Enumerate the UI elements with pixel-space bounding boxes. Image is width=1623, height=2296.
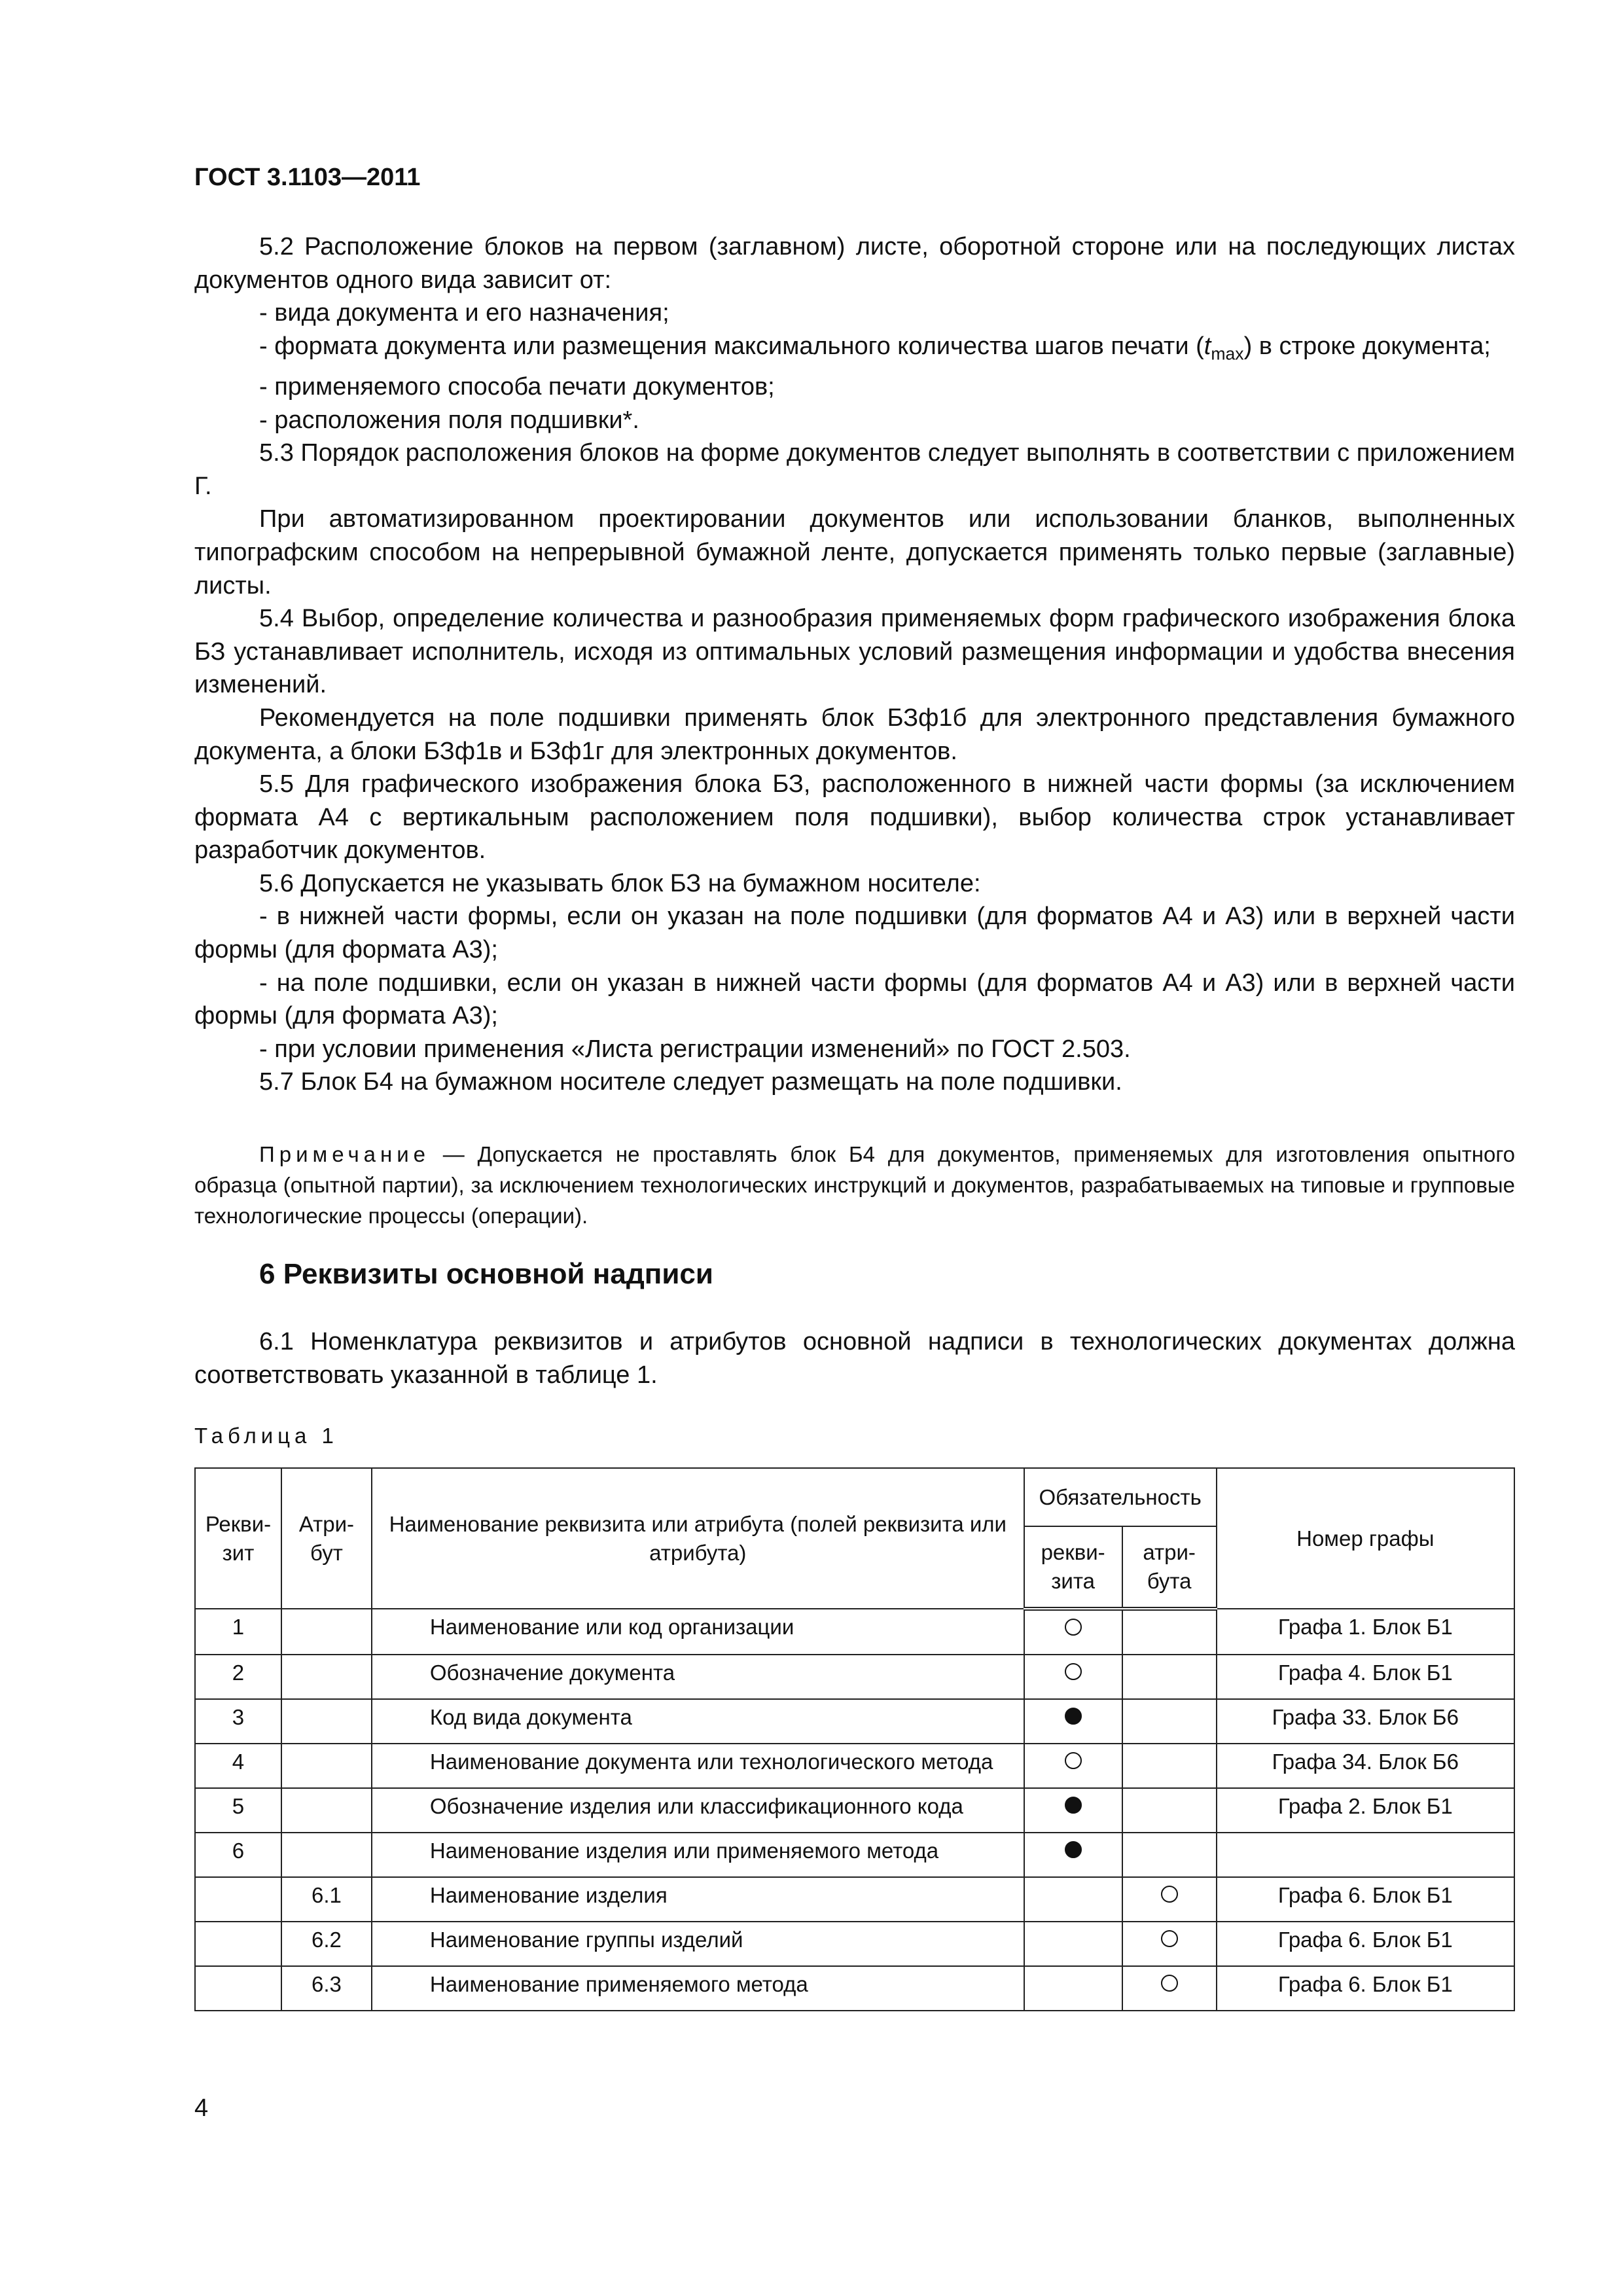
atribut-cell bbox=[281, 1699, 372, 1744]
mark-rekvizit-cell bbox=[1024, 1788, 1122, 1833]
paragraph: 5.3 Порядок расположения блоков на форме документов следует выполнять в соответствии с приложением Г. bbox=[194, 439, 1515, 500]
grafa-cell: Графа 33. Блок Б6 bbox=[1217, 1699, 1514, 1744]
requisites-table bbox=[194, 1467, 1515, 2011]
paragraph-text: ) в строке документа; bbox=[1243, 332, 1491, 360]
hollow-circle-icon bbox=[1065, 1752, 1082, 1769]
table-row bbox=[195, 1655, 1514, 1699]
filled-circle-icon bbox=[1065, 1841, 1082, 1858]
hollow-circle-icon bbox=[1161, 1930, 1178, 1947]
rekvizit-cell bbox=[195, 1922, 281, 1966]
atribut-cell bbox=[281, 1744, 372, 1788]
section-heading: 6 Реквизиты основной надписи bbox=[259, 1258, 713, 1290]
mark-rekvizit-cell bbox=[1024, 1655, 1122, 1699]
note bbox=[194, 1139, 1515, 1231]
grafa-cell: Графа 1. Блок Б1 bbox=[1217, 1609, 1514, 1655]
mark-rekvizit-cell bbox=[1024, 1877, 1122, 1922]
header-obyaz-atributa: атри-бута bbox=[1122, 1526, 1217, 1609]
rekvizit-cell: 2 bbox=[195, 1655, 281, 1699]
mark-atribut-cell bbox=[1122, 1877, 1217, 1922]
document-header: ГОСТ 3.1103—2011 bbox=[194, 164, 421, 191]
note-text: — Допускается не проставлять блок Б4 для документов, применяемых для изготовления опытного образца (опытной партии), за исключением технологических инструкций и документов, разрабатываемых на типовые и групповые технологические процессы (операции). bbox=[194, 1142, 1515, 1228]
paragraph: 5.5 Для графического изображения блока БЗ, расположенного в нижней части формы (за исключением формата А4 с вертикальным расположением поля подшивки), выбор количества строк устанавливает разработчик документов. bbox=[194, 770, 1515, 865]
grafa-cell: Графа 6. Блок Б1 bbox=[1217, 1922, 1514, 1966]
atribut-cell bbox=[281, 1788, 372, 1833]
atribut-cell: 6.3 bbox=[281, 1966, 372, 2011]
paragraph-text: - формата документа или размещения максимального количества шагов печати ( bbox=[259, 332, 1204, 360]
page-number: 4 bbox=[194, 2094, 209, 2122]
atribut-cell: 6.1 bbox=[281, 1877, 372, 1922]
name-cell: Обозначение документа bbox=[372, 1655, 1024, 1699]
name-cell: Наименование или код организации bbox=[372, 1609, 1024, 1655]
paragraph: - при условии применения «Листа регистрации изменений» по ГОСТ 2.503. bbox=[259, 1035, 1131, 1063]
filled-circle-icon bbox=[1065, 1708, 1082, 1725]
table-row bbox=[195, 1877, 1514, 1922]
paragraph: - вида документа и его назначения; bbox=[259, 299, 669, 327]
mark-rekvizit-cell bbox=[1024, 1609, 1122, 1655]
main-text bbox=[194, 230, 1515, 1099]
mark-rekvizit-cell bbox=[1024, 1922, 1122, 1966]
header-name: Наименование реквизита или атрибута (полей реквизита или атрибута) bbox=[372, 1468, 1024, 1609]
hollow-circle-icon bbox=[1161, 1886, 1178, 1903]
tmax-symbol: t bbox=[1204, 332, 1211, 360]
rekvizit-cell: 6 bbox=[195, 1833, 281, 1877]
table-row bbox=[195, 1922, 1514, 1966]
mark-rekvizit-cell bbox=[1024, 1699, 1122, 1744]
paragraph: 6.1 Номенклатура реквизитов и атрибутов основной надписи в технологических документах должна соответствовать указанной в таблице 1. bbox=[194, 1328, 1515, 1389]
table-row bbox=[195, 1788, 1514, 1833]
header-grafa: Номер графы bbox=[1217, 1468, 1514, 1609]
table-caption: Таблица 1 bbox=[194, 1424, 338, 1448]
rekvizit-cell bbox=[195, 1966, 281, 2011]
paragraph: - расположения поля подшивки*. bbox=[259, 406, 639, 434]
mark-rekvizit-cell bbox=[1024, 1833, 1122, 1877]
paragraph: - применяемого способа печати документов; bbox=[259, 372, 775, 401]
grafa-cell: Графа 2. Блок Б1 bbox=[1217, 1788, 1514, 1833]
hollow-circle-icon bbox=[1161, 1975, 1178, 1992]
table-row bbox=[195, 1609, 1514, 1655]
atribut-cell bbox=[281, 1655, 372, 1699]
rekvizit-cell: 1 bbox=[195, 1609, 281, 1655]
rekvizit-cell bbox=[195, 1877, 281, 1922]
table-row bbox=[195, 1833, 1514, 1877]
mark-atribut-cell bbox=[1122, 1833, 1217, 1877]
mark-atribut-cell bbox=[1122, 1744, 1217, 1788]
table-row bbox=[195, 1966, 1514, 2011]
header-obyazatelnost: Обязательность bbox=[1024, 1468, 1217, 1526]
paragraph bbox=[194, 330, 1515, 370]
mark-atribut-cell bbox=[1122, 1922, 1217, 1966]
paragraph: 5.2 Расположение блоков на первом (заглавном) листе, оборотной стороне или на последующих листах документов одного вида зависит от: bbox=[194, 233, 1515, 294]
name-cell: Наименование группы изделий bbox=[372, 1922, 1024, 1966]
rekvizit-cell: 3 bbox=[195, 1699, 281, 1744]
grafa-cell: Графа 6. Блок Б1 bbox=[1217, 1877, 1514, 1922]
header-rekvizit: Рекви-зит bbox=[195, 1468, 281, 1609]
hollow-circle-icon bbox=[1065, 1619, 1082, 1636]
rekvizit-cell: 4 bbox=[195, 1744, 281, 1788]
name-cell: Обозначение изделия или классификационного кода bbox=[372, 1788, 1024, 1833]
paragraph: - в нижней части формы, если он указан на поле подшивки (для форматов А4 и А3) или в верхней части формы (для формата А3); bbox=[194, 903, 1515, 964]
tmax-sub: max bbox=[1211, 344, 1244, 364]
atribut-cell: 6.2 bbox=[281, 1922, 372, 1966]
mark-atribut-cell bbox=[1122, 1788, 1217, 1833]
filled-circle-icon bbox=[1065, 1797, 1082, 1814]
mark-rekvizit-cell bbox=[1024, 1744, 1122, 1788]
name-cell: Наименование изделия bbox=[372, 1877, 1024, 1922]
paragraph: - на поле подшивки, если он указан в нижней части формы (для форматов А4 и А3) или в верхней части формы (для формата А3); bbox=[194, 969, 1515, 1030]
paragraph: Рекомендуется на поле подшивки применять блок БЗф1б для электронного представления бумажного документа, а блоки БЗф1в и БЗф1г для электронных документов. bbox=[194, 704, 1515, 765]
header-atribut: Атри-бут bbox=[281, 1468, 372, 1609]
note-label: Примечание bbox=[259, 1142, 431, 1166]
atribut-cell bbox=[281, 1609, 372, 1655]
mark-atribut-cell bbox=[1122, 1699, 1217, 1744]
name-cell: Наименование применяемого метода bbox=[372, 1966, 1024, 2011]
mark-atribut-cell bbox=[1122, 1655, 1217, 1699]
grafa-cell: Графа 34. Блок Б6 bbox=[1217, 1744, 1514, 1788]
name-cell: Наименование изделия или применяемого метода bbox=[372, 1833, 1024, 1877]
atribut-cell bbox=[281, 1833, 372, 1877]
table-row bbox=[195, 1744, 1514, 1788]
header-obyaz-rekvizita: рекви-зита bbox=[1024, 1526, 1122, 1609]
paragraph: 5.4 Выбор, определение количества и разнообразия применяемых форм графического изображения блока БЗ устанавливает исполнитель, исходя из оптимальных условий размещения информации и удобства внесения изменений. bbox=[194, 605, 1515, 699]
name-cell: Код вида документа bbox=[372, 1699, 1024, 1744]
hollow-circle-icon bbox=[1065, 1663, 1082, 1680]
grafa-cell: Графа 4. Блок Б1 bbox=[1217, 1655, 1514, 1699]
grafa-cell: Графа 6. Блок Б1 bbox=[1217, 1966, 1514, 2011]
rekvizit-cell: 5 bbox=[195, 1788, 281, 1833]
paragraph: При автоматизированном проектировании документов или использовании бланков, выполненных типографским способом на непрерывной бумажной ленте, допускается применять только первые (заглавные) листы. bbox=[194, 505, 1515, 600]
grafa-cell bbox=[1217, 1833, 1514, 1877]
paragraph: 5.7 Блок Б4 на бумажном носителе следует размещать на поле подшивки. bbox=[259, 1068, 1122, 1096]
table-row bbox=[195, 1699, 1514, 1744]
mark-atribut-cell bbox=[1122, 1609, 1217, 1655]
name-cell: Наименование документа или технологического метода bbox=[372, 1744, 1024, 1788]
mark-atribut-cell bbox=[1122, 1966, 1217, 2011]
paragraph: 5.6 Допускается не указывать блок БЗ на бумажном носителе: bbox=[259, 869, 981, 897]
mark-rekvizit-cell bbox=[1024, 1966, 1122, 2011]
